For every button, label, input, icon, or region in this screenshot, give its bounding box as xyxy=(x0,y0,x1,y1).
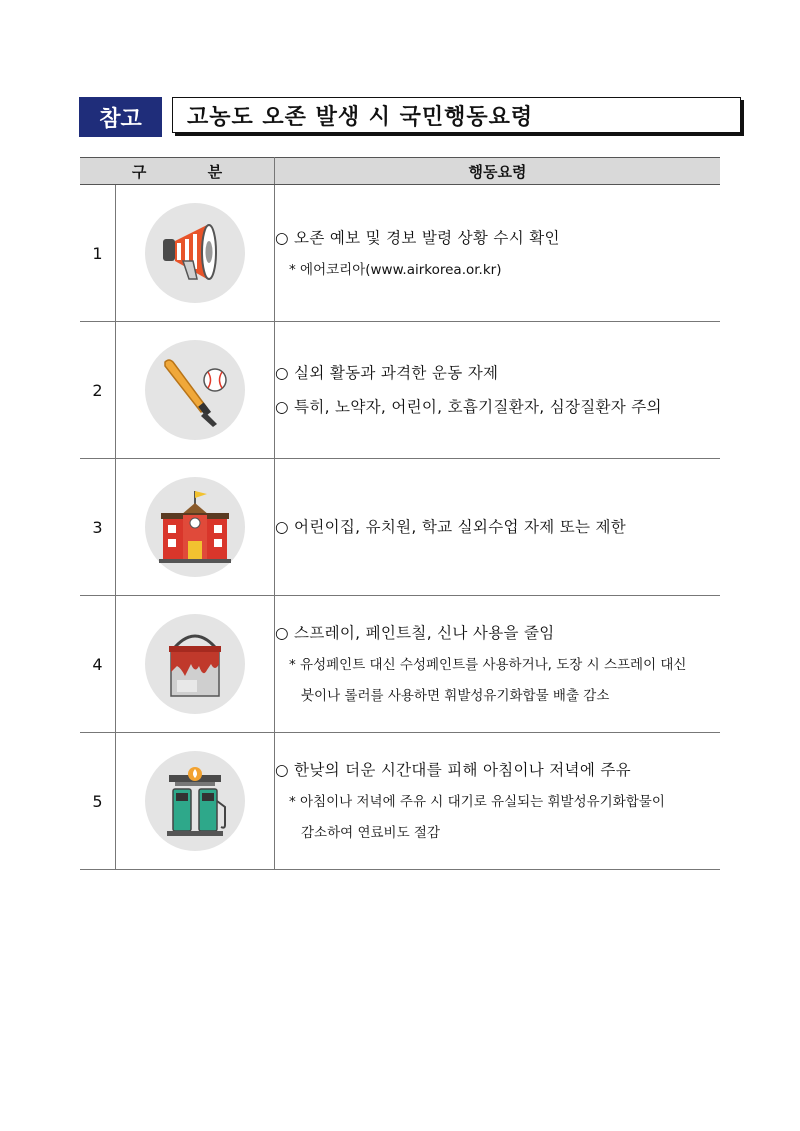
school-icon xyxy=(155,487,235,567)
row-number: 2 xyxy=(80,322,116,459)
action-item: ○ 어린이집, 유치원, 학교 실외수업 자제 또는 제한 xyxy=(275,518,627,536)
action-item: ○ 특히, 노약자, 어린이, 호흡기질환자, 심장질환자 주의 xyxy=(275,398,662,416)
row-number: 1 xyxy=(80,185,116,322)
baseball-bat-icon xyxy=(155,350,235,430)
action-note: * 에어코리아(www.airkorea.or.kr) xyxy=(289,261,502,278)
action-note: * 유성페인트 대신 수성페인트를 사용하거나, 도장 시 스프레이 대신 xyxy=(289,657,687,673)
paint-bucket-icon xyxy=(155,624,235,704)
icon-circle xyxy=(145,477,245,577)
table-header-row xyxy=(80,158,720,185)
action-note: 붓이나 롤러를 사용하면 휘발성유기화합물 배출 감소 xyxy=(301,688,610,704)
icon-circle xyxy=(145,203,245,303)
page-title: 고농도 오존 발생 시 국민행동요령 xyxy=(172,97,741,133)
row-number: 3 xyxy=(80,459,116,596)
table-row xyxy=(80,185,720,322)
action-guide-table xyxy=(80,157,720,870)
table-row xyxy=(80,596,720,733)
action-note: * 아침이나 저녁에 주유 시 대기로 유실되는 휘발성유기화합물이 xyxy=(289,794,665,810)
row-number: 4 xyxy=(80,596,116,733)
fuel-pump-icon xyxy=(155,761,235,841)
action-item: ○ 스프레이, 페인트칠, 신나 사용을 줄임 xyxy=(275,624,555,642)
table-row xyxy=(80,459,720,596)
action-note: 감소하여 연료비도 절감 xyxy=(301,825,440,841)
icon-circle xyxy=(145,751,245,851)
action-item: ○ 오존 예보 및 경보 발령 상황 수시 확인 xyxy=(275,228,560,247)
row-number: 5 xyxy=(80,733,116,870)
table-row xyxy=(80,733,720,870)
action-item: ○ 한낮의 더운 시간대를 피해 아침이나 저녁에 주유 xyxy=(275,761,631,779)
header-action: 행동요령 xyxy=(275,158,721,185)
action-item: ○ 실외 활동과 과격한 운동 자제 xyxy=(275,364,499,382)
header-category: 구 분 xyxy=(80,158,275,185)
icon-circle xyxy=(145,340,245,440)
megaphone-icon xyxy=(155,213,235,293)
reference-badge: 참고 xyxy=(79,97,162,137)
page-header xyxy=(79,97,743,137)
icon-circle xyxy=(145,614,245,714)
table-row xyxy=(80,322,720,459)
